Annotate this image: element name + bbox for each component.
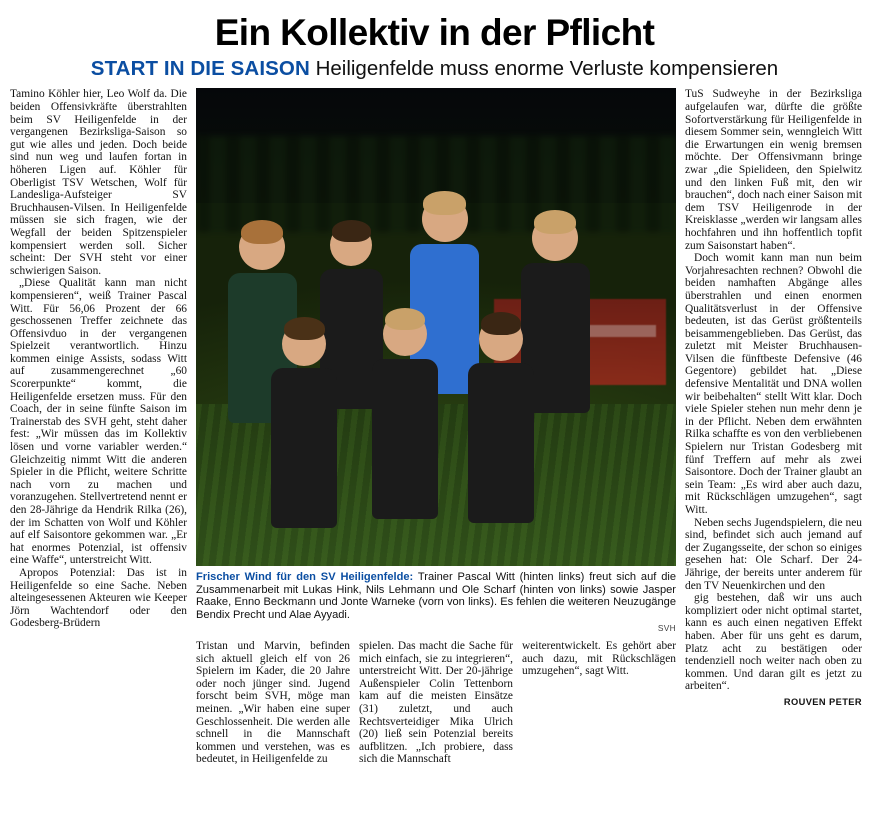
left-paragraph-1 xyxy=(10,88,187,277)
lower-column-2: spielen. Das macht die Sache für mich einfach, sie zu integrieren“, unterstreicht Witt. Der 20-jährige Außenspieler Colin Tettenborn kam auf die meisten Einsätze (31) zuletzt, und auch Rechtsverteidiger Mika Ulrich (20) ließ sein Potenzial bereits aufblitzen. „Ich probiere, dass sich die Mannschaft xyxy=(359,640,513,766)
left-column xyxy=(10,88,187,630)
right-paragraph-1: TuS Sudweyhe in der Bezirksliga aufgelaufen war, dürfte die größte Sofortverstärkung für Heiligenfelde in diesem Sommer sein, wenngleich Witt die Erwartungen ein wenig bremsen möchte. Der Offensivmann bringe zwar „die Spielideen, den Spielwitz und den linken Fuß mit, den wir brauchen“, doch nach einer Saison mit dem TSV Heiligenrode in der Kreisklasse „werden wir langsam alles hochfahren und ihn hoffentlich topfit zum Saisonstart haben“. xyxy=(685,88,862,252)
kicker-label: START IN DIE SAISON xyxy=(90,56,310,80)
byline: ROUVEN PETER xyxy=(783,696,862,707)
player-torso xyxy=(372,359,438,519)
player-hair xyxy=(481,312,521,335)
right-paragraph-2: Doch womit kann man nun beim Vorjahresachten rechnen? Obwohl die beiden namhaften Abgänge alles überstrahlen und einen enormen Qualitätsverlust in der Offensive bedeuten, ist das Gerüst größtenteils beisammengeblieben. Das Gerüst, das zuletzt mit Meister Bruchhausen-Vilsen die fünftbeste Defensive (46 Gegentore) gebildet hat. „Diese defensive Mentalität und DNA wollen wir beibehalten“ stellt Witt klar. Doch viele Spieler stehen nun mehr denn je in der Pflicht. Neben dem erwähnten Rilka schaffte es von den verbliebenen Spielern nur Tristan Godesberg mit fünf Treffern auf mehr als zwei Saisontore. Doch der Trainer glaubt an sein Team: „Es wird aber auch dazu, mit Rückschlägen umzugehen“, sagt Witt. xyxy=(685,252,862,516)
player-head xyxy=(383,312,427,356)
player-figure xyxy=(282,322,326,529)
right-paragraph-3: Neben sechs Jugendspielern, die neu sind, befindet sich auch jemand auf der Zugangsseite, der schon so einiges gesehen hat: Ole Scharf. Der 24-Jährige, der bereits unter anderem für den TV Neuenkirchen und den xyxy=(685,516,862,592)
player-hair xyxy=(423,191,465,215)
player-hair xyxy=(284,317,324,340)
player-hair xyxy=(385,308,425,331)
player-hair xyxy=(241,220,283,244)
right-column-text xyxy=(685,88,862,693)
player-head xyxy=(239,224,285,270)
article-columns xyxy=(10,88,862,766)
player-hair xyxy=(332,220,371,242)
player-head xyxy=(532,215,578,261)
player-figure xyxy=(479,317,523,524)
caption-text: Trainer Pascal Witt (hinten links) freut sich auf die Zusammenarbeit mit Lukas Hink, Nils Lehmann und Ole Scharf (hinten von links) sowie Jasper Raake, Enno Beckmann und Jonte Warneke (vorn von links). Es fehlen die weiteren Neuzugänge Bendix Precht und Alae Ayyadi. xyxy=(196,571,677,621)
lower-column-1: Tristan und Marvin, befinden sich aktuell gleich elf von 26 Spielern im Kader, die 20 Jahre oder noch jünger sind. Jugend forscht beim SVH, möge man meinen. „Wir haben eine super Geschlossenheit. Die werden alle schnell in die Mannschaft kommen und verstehen, was es bedeutet, in Heiligenfelde zu xyxy=(196,640,350,766)
player-hair xyxy=(534,210,576,234)
team-photo xyxy=(196,88,676,566)
newspaper-page xyxy=(0,14,869,835)
player-torso xyxy=(468,363,534,523)
player-head xyxy=(479,317,523,361)
player-figure xyxy=(532,215,578,414)
left-paragraph-2: „Diese Qualität kann man nicht kompensieren“, weiß Trainer Pascal Witt. Für 56,06 Prozent der 66 geschossenen Treffer zeichnete das Offensivduo in der vergangenen Spielzeit verantwortlich. Hinzu kommen einige Assists, sodass Witt auf zusammengerechnet „60 Scorerpunkte“ kommt, die Heiligenfelde ersetzen muss. Für den Coach, der in seine fünfte Saison im Trainerstab des SVH geht, steht daher fest: „Wir müssen das im Kollektiv lösen und vorne variabler werden.“ Gleichzeitig nimmt Witt die anderen Spieler in die Pflicht, weitere Schritte nach vorn zu machen und voranzugehen. Stellvertretend nennt er den 28-Jährige da Hendrik Rilka (26), der im Schatten von Wolf und Köhler auf elf Saisontore gekommen war. „Er hat enormes Potenzial, ist offensiv eine Waffe“, unterstreicht Witt. xyxy=(10,277,187,567)
center-column xyxy=(196,88,676,766)
left-paragraph-1-text: Tamino Köhler hier, Leo Wolf da. Die beiden Offensivkräfte überstrahlten beim SV Heiligenfelde in der vergangenen Bezirksliga-Saison so gut wie alles und jeden. Doch beide sind nun weg und laufen fortan in höheren Ligen auf. Köhler für Oberligist TSV Wetschen, Wolf für Landesliga-Aufsteiger SV Bruchhausen-Vilsen. In Heiligenfelde müssen sie sich fragen, wie der Wegfall der beiden Spitzenspieler kompensiert werden soll. Sicher scheint: Der SVH steht vor einer schwierigen Saison. xyxy=(10,88,187,277)
subheadline-text: Heiligenfelde muss enorme Verluste kompensieren xyxy=(315,56,779,80)
subheadline-row xyxy=(10,57,859,81)
player-head xyxy=(330,224,372,266)
player-figure xyxy=(383,312,427,519)
lower-column-3: weiterentwickelt. Es gehört aber auch dazu, mit Rückschlägen umzugehen“, sagt Witt. xyxy=(522,640,676,678)
right-paragraph-4: gig bestehen, daß wir uns auch kompliziert oder nicht optimal startet, kann es auch einen negativen Effekt haben. Aber für uns geht es darum, Platz acht zu bestätigen oder tendenziell noch weiter nach oben zu kommen. Und daran gilt es jetzt zu arbeiten“. xyxy=(685,592,862,693)
left-paragraph-3: Apropos Potenzial: Das ist in Heiligenfelde so eine Sache. Neben alteingesessenen Akteuren wie Keeper Jörn Wachtendorf oder den Godesberg-Brüdern xyxy=(10,566,187,630)
lower-columns xyxy=(196,640,676,766)
page-title: Ein Kollektiv in der Pflicht xyxy=(214,12,655,53)
player-head xyxy=(282,322,326,366)
photo-credit: SVH xyxy=(657,623,676,634)
player-head xyxy=(422,196,468,242)
right-column xyxy=(685,88,862,707)
photo-background xyxy=(196,88,676,566)
photo-caption xyxy=(196,571,676,621)
player-torso xyxy=(271,368,337,528)
caption-lead: Frischer Wind für den SV Heiligenfelde: xyxy=(196,571,414,584)
